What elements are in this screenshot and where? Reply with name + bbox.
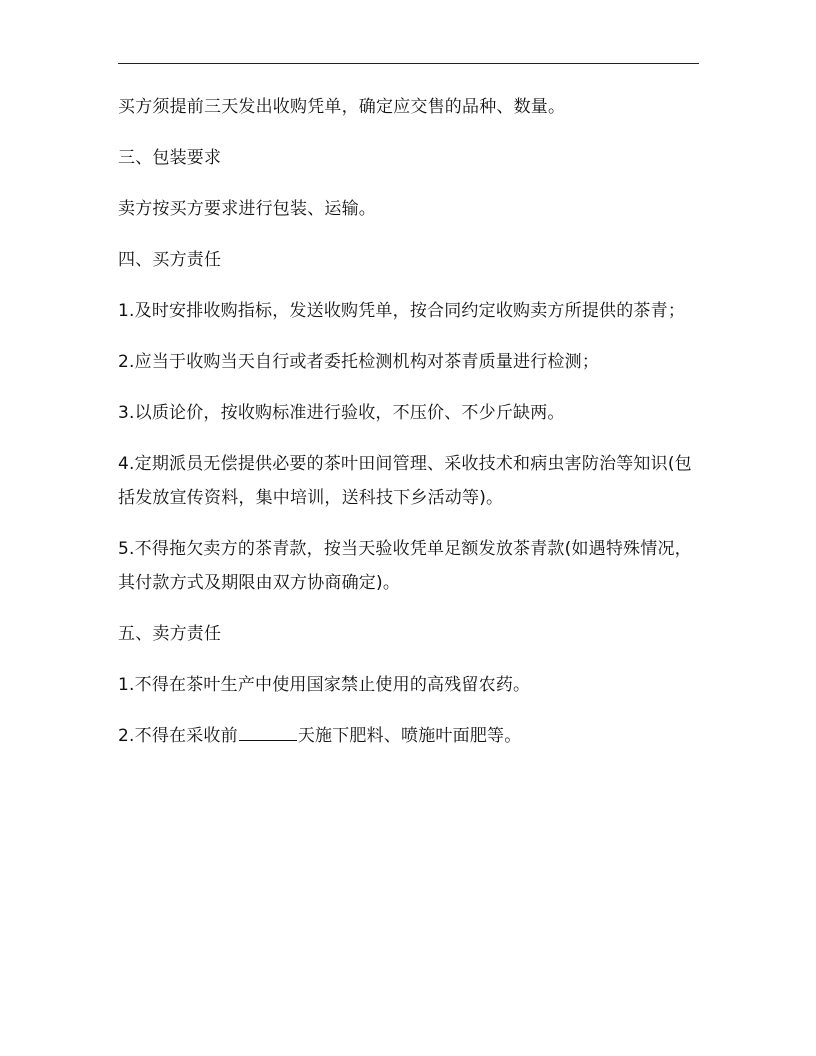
seller-item-1: 1.不得在茶叶生产中使用国家禁止使用的高残留农药。: [118, 675, 531, 695]
heading-seller-responsibilities: 五、卖方责任: [118, 624, 222, 644]
fill-in-blank: [239, 720, 297, 741]
paragraph-packaging: 卖方按买方要求进行包装、运输。: [118, 199, 376, 219]
seller-item-2-before-blank: 2.不得在采收前: [118, 726, 238, 746]
buyer-item-1: 1.及时安排收购指标，发送收购凭单，按合同约定收购卖方所提供的茶青；: [118, 301, 686, 321]
header-rule: [118, 63, 699, 64]
heading-packaging-requirements: 三、包装要求: [118, 148, 222, 168]
heading-buyer-responsibilities: 四、买方责任: [118, 250, 222, 270]
seller-item-2-after-blank: 天施下肥料、喷施叶面肥等。: [297, 726, 522, 746]
buyer-item-4: 4.定期派员无偿提供必要的茶叶田间管理、采收技术和病虫害防治等知识(包括发放宣传资料，集中培训，送科技下乡活动等)。: [118, 454, 692, 508]
buyer-item-5: 5.不得拖欠卖方的茶青款，按当天验收凭单足额发放茶青款(如遇特殊情况，其付款方式及期限由双方协商确定)。: [118, 539, 692, 593]
buyer-item-2: 2.应当于收购当天自行或者委托检测机构对茶青质量进行检测；: [118, 352, 600, 372]
document-body: [118, 90, 708, 770]
paragraph-notice-period: 买方须提前三天发出收购凭单，确定应交售的品种、数量。: [118, 97, 566, 117]
buyer-item-3: 3.以质论价，按收购标准进行验收，不压价、不少斤缺两。: [118, 403, 565, 423]
seller-item-2: [118, 719, 708, 753]
